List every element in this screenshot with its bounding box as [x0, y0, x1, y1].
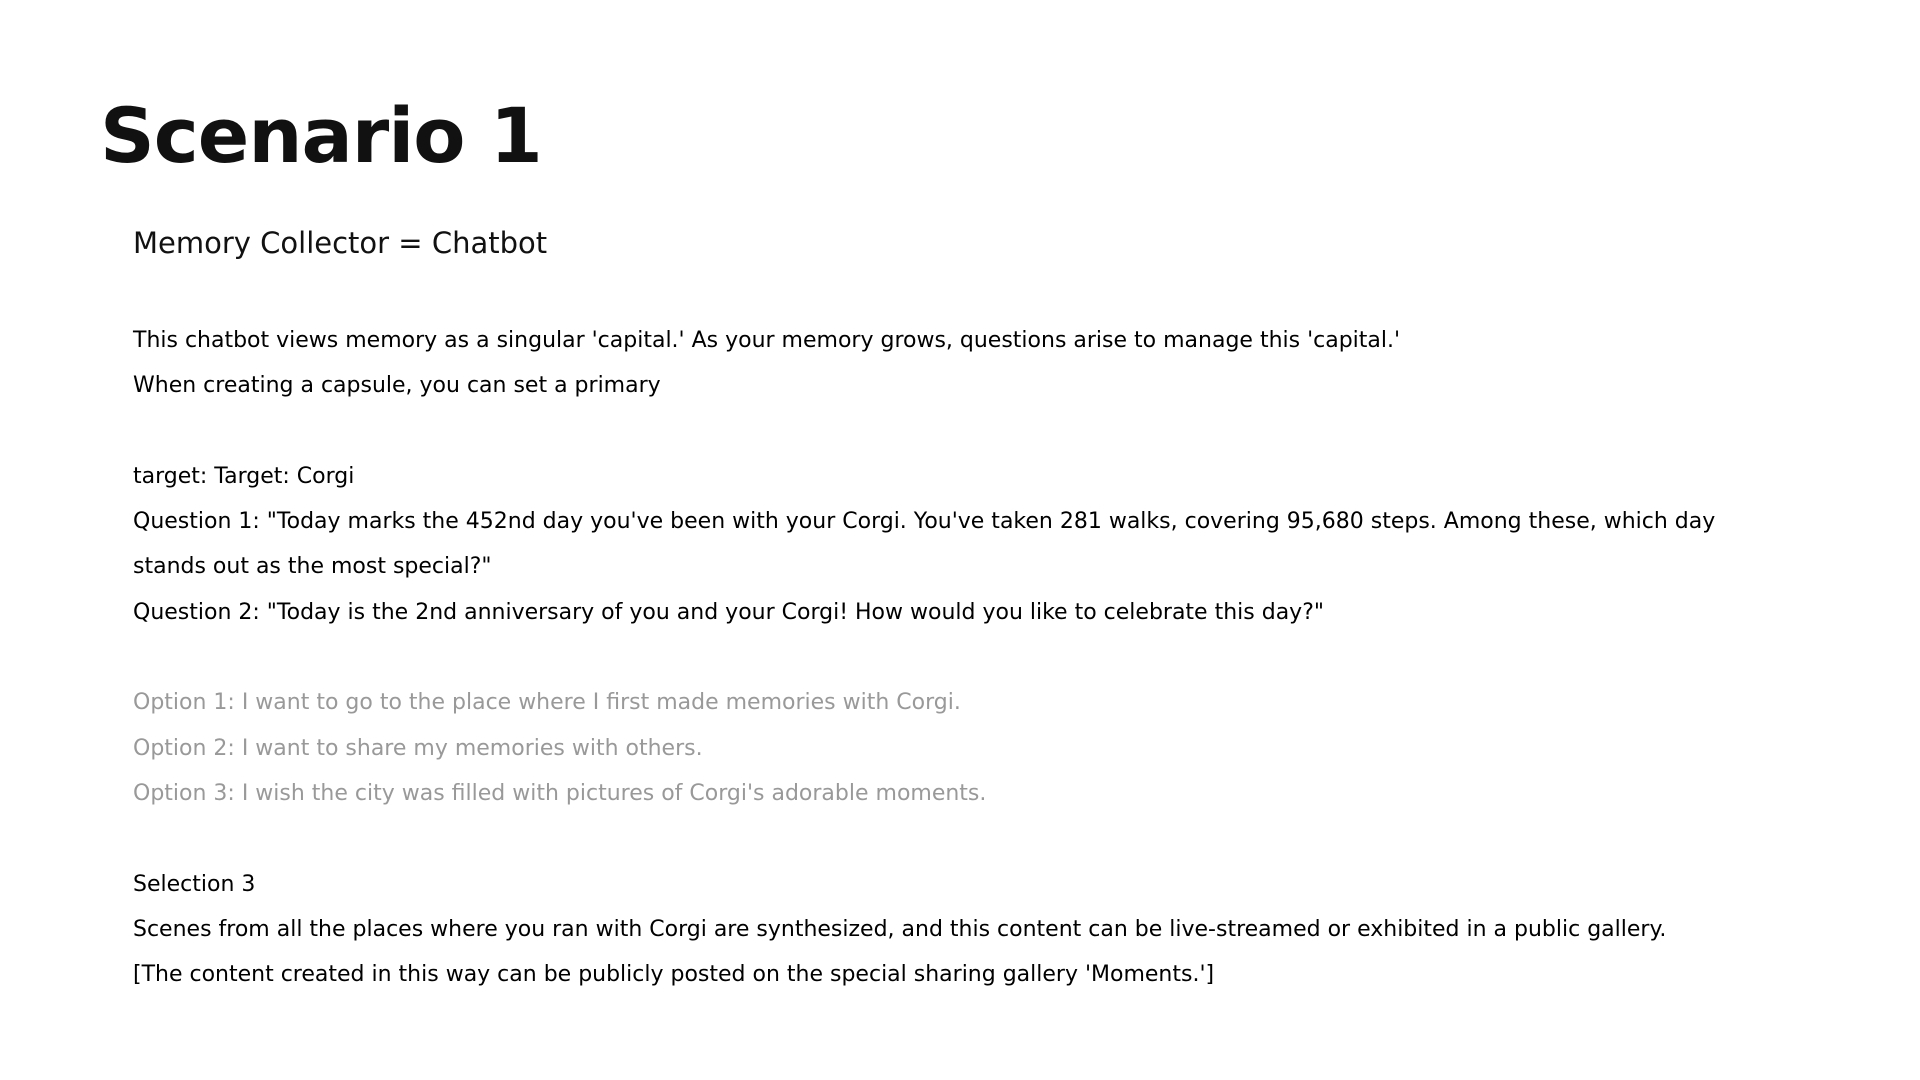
spacer — [133, 635, 1793, 680]
spacer — [133, 409, 1793, 454]
question-1: Question 1: "Today marks the 452nd day you've been with your Corgi. You've taken 281 walks, covering 95,680 steps. Among these, which day stands out as the most special?" — [133, 509, 1716, 580]
selection-description: Scenes from all the places where you ran with Corgi are synthesized, and this content can be live-streamed or exhibited in a public gallery. — [133, 916, 1667, 942]
intro-line-1: This chatbot views memory as a singular 'capital.' As your memory grows, questions arise to manage this 'capital.' — [133, 328, 1401, 353]
option-2: Option 2: I want to share my memories with others. — [133, 735, 703, 761]
option-1: Option 1: I want to go to the place where I first made memories with Corgi. — [133, 690, 961, 716]
selection-note: [The content created in this way can be publicly posted on the special sharing gallery 'Moments.'] — [133, 962, 1215, 988]
spacer — [133, 816, 1793, 861]
selection-label: Selection 3 — [133, 871, 256, 897]
intro-line-2: When creating a capsule, you can set a primary — [133, 373, 661, 399]
option-3: Option 3: I wish the city was filled with pictures of Corgi's adorable moments. — [133, 780, 987, 806]
subtitle: Memory Collector = Chatbot — [133, 226, 548, 260]
target-line: target: Target: Corgi — [133, 463, 355, 489]
page-title: Scenario 1 — [100, 91, 542, 180]
question-2: Question 2: "Today is the 2nd anniversary of you and your Corgi! How would you like to celebrate this day?" — [133, 599, 1324, 625]
slide-body — [133, 318, 1793, 997]
